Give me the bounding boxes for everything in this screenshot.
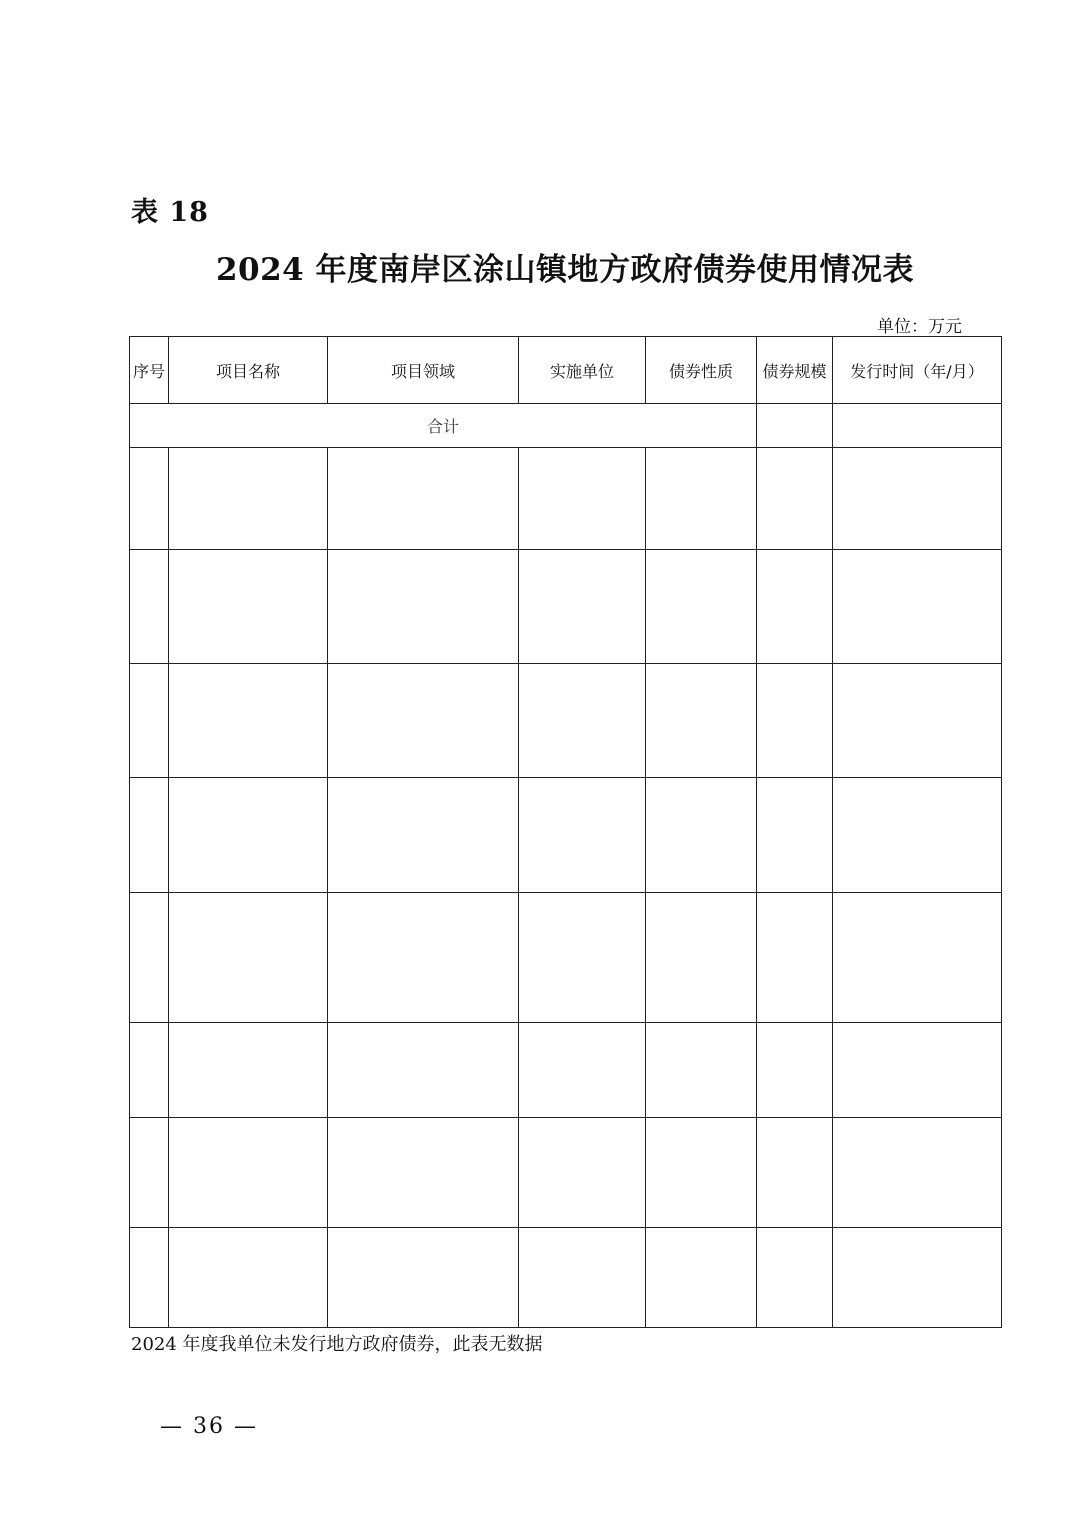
table-cell [519,1118,646,1228]
table-cell [130,1228,169,1328]
table-cell [757,1023,833,1118]
page-number: — 36 — [160,1414,258,1439]
total-label: 合计 [130,404,757,448]
table-cell [646,1228,757,1328]
table-cell [757,1118,833,1228]
table-cell [646,550,757,664]
table-cell [169,664,328,778]
table-cell [328,550,519,664]
table-row [130,664,1002,778]
table-cell [757,664,833,778]
table-cell [130,1023,169,1118]
table-cell [169,893,328,1023]
table-cell [519,893,646,1023]
no-data-note: 2024 年度我单位未发行地方政府债券，此表无数据 [131,1334,543,1355]
table-cell [130,448,169,550]
table-cell [833,1228,1002,1328]
total-bond-scale-cell [757,404,833,448]
table-row [130,893,1002,1023]
table-cell [646,448,757,550]
table-cell [519,1228,646,1328]
table-cell [646,664,757,778]
table-row [130,550,1002,664]
table-cell [169,448,328,550]
table-cell [833,448,1002,550]
header-bond-scale: 债券规模 [757,337,833,404]
table-row [130,448,1002,550]
table-cell [130,893,169,1023]
table-row [130,778,1002,893]
table-cell [757,448,833,550]
table-cell [328,1023,519,1118]
header-implementing-unit: 实施单位 [519,337,646,404]
table-cell [328,664,519,778]
table-cell [169,550,328,664]
table-cell [328,1118,519,1228]
table-cell [833,1118,1002,1228]
table-cell [130,1118,169,1228]
table-cell [757,893,833,1023]
table-header-row [130,337,1002,404]
table-cell [833,1023,1002,1118]
table-cell [757,1228,833,1328]
total-row [130,404,1002,448]
table-cell [646,778,757,893]
debt-usage-table [129,336,1002,1328]
table-row [130,1228,1002,1328]
table-cell [328,1228,519,1328]
table-cell [328,778,519,893]
table-cell [833,778,1002,893]
table-cell [519,1023,646,1118]
table-cell [328,448,519,550]
table-cell [646,893,757,1023]
table-cell [519,550,646,664]
header-issue-time: 发行时间（年/月） [833,337,1002,404]
header-project-name: 项目名称 [169,337,328,404]
table-cell [169,1228,328,1328]
table-cell [833,893,1002,1023]
table-cell [646,1023,757,1118]
table-row [130,1118,1002,1228]
table-cell [130,664,169,778]
total-issue-time-cell [833,404,1002,448]
table-cell [169,1118,328,1228]
table-cell [833,664,1002,778]
table-cell [519,448,646,550]
table-cell [130,550,169,664]
table-cell [519,664,646,778]
table-cell [169,1023,328,1118]
document-title: 2024 年度南岸区涂山镇地方政府债券使用情况表 [215,252,915,288]
table-cell [328,893,519,1023]
header-serial-number: 序号 [130,337,169,404]
unit-note: 单位：万元 [877,317,962,337]
table-cell [646,1118,757,1228]
header-bond-nature: 债券性质 [646,337,757,404]
table-cell [757,550,833,664]
table-row [130,1023,1002,1118]
table-cell [130,778,169,893]
table-cell [757,778,833,893]
header-project-field: 项目领域 [328,337,519,404]
table-cell [519,778,646,893]
table-cell [833,550,1002,664]
table-cell [169,778,328,893]
table-number-label: 表 18 [131,197,209,228]
